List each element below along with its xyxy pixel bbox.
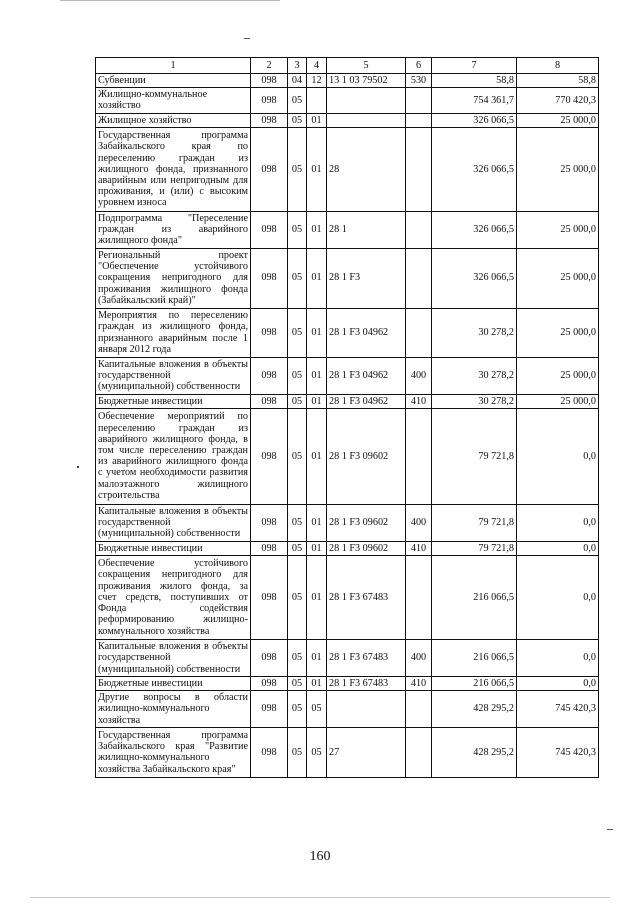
row-target-article-cell: 28 1 F3 04962 bbox=[327, 394, 406, 408]
row-name-cell: Капитальные вложения в объекты государственной (муниципальной) собственности bbox=[96, 357, 251, 394]
row-target-article-cell: 28 1 F3 09602 bbox=[327, 541, 406, 555]
table-row bbox=[96, 727, 599, 777]
row-name-cell: Капитальные вложения в объекты государственной (муниципальной) собственности bbox=[96, 504, 251, 541]
row-section-cell: 05 bbox=[288, 541, 307, 555]
row-amount-2-cell: 25 000,0 bbox=[517, 357, 599, 394]
row-target-article-cell: 28 1 F3 09602 bbox=[327, 408, 406, 504]
row-code-cell: 098 bbox=[251, 211, 288, 248]
row-amount-1-cell: 428 295,2 bbox=[432, 727, 517, 777]
row-code-cell: 098 bbox=[251, 541, 288, 555]
row-subsection-cell: 01 bbox=[307, 113, 327, 127]
row-name-cell: Мероприятия по переселению граждан из жилищного фонда, признанного аварийным после 1 января 2012 года bbox=[96, 308, 251, 357]
header-cell-1: 1 bbox=[96, 58, 251, 74]
scan-artifact-corner bbox=[607, 829, 613, 830]
row-section-cell: 05 bbox=[288, 357, 307, 394]
row-subsection-cell: 01 bbox=[307, 248, 327, 308]
scan-artifact-dash bbox=[244, 38, 250, 39]
row-amount-1-cell: 30 278,2 bbox=[432, 357, 517, 394]
row-subsection-cell bbox=[307, 88, 327, 113]
table-row bbox=[96, 113, 599, 127]
table-body bbox=[96, 74, 599, 778]
row-section-cell: 05 bbox=[288, 408, 307, 504]
row-expense-type-cell: 530 bbox=[406, 74, 432, 88]
row-expense-type-cell: 410 bbox=[406, 676, 432, 690]
row-expense-type-cell: 410 bbox=[406, 394, 432, 408]
budget-table bbox=[95, 57, 599, 778]
row-amount-1-cell: 58,8 bbox=[432, 74, 517, 88]
row-expense-type-cell: 400 bbox=[406, 357, 432, 394]
row-name-cell: Субвенции bbox=[96, 74, 251, 88]
table-row bbox=[96, 691, 599, 728]
row-subsection-cell: 01 bbox=[307, 127, 327, 211]
page-number: 160 bbox=[309, 849, 331, 864]
scan-artifact-top bbox=[60, 0, 280, 5]
row-name-cell: Бюджетные инвестиции bbox=[96, 676, 251, 690]
scan-artifact-dot bbox=[77, 466, 79, 468]
row-expense-type-cell bbox=[406, 127, 432, 211]
row-code-cell: 098 bbox=[251, 639, 288, 676]
row-section-cell: 05 bbox=[288, 211, 307, 248]
row-target-article-cell: 28 1 F3 67483 bbox=[327, 555, 406, 639]
row-name-cell: Обеспечение мероприятий по переселению граждан из аварийного жилищного фонда, в том числе переселению граждан из аварийного жилищного фонда с учетом необходимости развития малоэтажного жилищного строительства bbox=[96, 408, 251, 504]
row-expense-type-cell bbox=[406, 408, 432, 504]
table-row bbox=[96, 394, 599, 408]
row-amount-1-cell: 326 066,5 bbox=[432, 113, 517, 127]
row-code-cell: 098 bbox=[251, 74, 288, 88]
row-section-cell: 05 bbox=[288, 639, 307, 676]
row-target-article-cell: 28 1 F3 09602 bbox=[327, 504, 406, 541]
row-amount-2-cell: 25 000,0 bbox=[517, 127, 599, 211]
row-code-cell: 098 bbox=[251, 357, 288, 394]
row-amount-1-cell: 326 066,5 bbox=[432, 127, 517, 211]
row-target-article-cell: 28 bbox=[327, 127, 406, 211]
row-subsection-cell: 12 bbox=[307, 74, 327, 88]
table-row bbox=[96, 541, 599, 555]
row-target-article-cell: 27 bbox=[327, 727, 406, 777]
row-expense-type-cell: 400 bbox=[406, 504, 432, 541]
row-expense-type-cell: 410 bbox=[406, 541, 432, 555]
row-code-cell: 098 bbox=[251, 727, 288, 777]
row-amount-2-cell: 25 000,0 bbox=[517, 308, 599, 357]
header-cell-3: 3 bbox=[288, 58, 307, 74]
row-amount-2-cell: 0,0 bbox=[517, 676, 599, 690]
row-amount-2-cell: 25 000,0 bbox=[517, 113, 599, 127]
row-target-article-cell: 28 1 F3 67483 bbox=[327, 639, 406, 676]
row-target-article-cell bbox=[327, 88, 406, 113]
row-amount-2-cell: 25 000,0 bbox=[517, 211, 599, 248]
header-cell-2: 2 bbox=[251, 58, 288, 74]
row-section-cell: 05 bbox=[288, 88, 307, 113]
row-target-article-cell bbox=[327, 113, 406, 127]
row-expense-type-cell bbox=[406, 727, 432, 777]
row-section-cell: 05 bbox=[288, 127, 307, 211]
row-section-cell: 05 bbox=[288, 691, 307, 728]
row-amount-2-cell: 0,0 bbox=[517, 639, 599, 676]
header-cell-4: 4 bbox=[307, 58, 327, 74]
row-amount-1-cell: 428 295,2 bbox=[432, 691, 517, 728]
row-subsection-cell: 01 bbox=[307, 357, 327, 394]
header-cell-5: 5 bbox=[327, 58, 406, 74]
row-amount-1-cell: 30 278,2 bbox=[432, 394, 517, 408]
header-cell-8: 8 bbox=[517, 58, 599, 74]
row-target-article-cell bbox=[327, 691, 406, 728]
row-section-cell: 05 bbox=[288, 308, 307, 357]
row-code-cell: 098 bbox=[251, 113, 288, 127]
row-amount-2-cell: 0,0 bbox=[517, 555, 599, 639]
row-name-cell: Бюджетные инвестиции bbox=[96, 541, 251, 555]
row-amount-1-cell: 79 721,8 bbox=[432, 541, 517, 555]
row-subsection-cell: 01 bbox=[307, 541, 327, 555]
row-code-cell: 098 bbox=[251, 394, 288, 408]
row-amount-2-cell: 770 420,3 bbox=[517, 88, 599, 113]
row-amount-2-cell: 0,0 bbox=[517, 541, 599, 555]
row-expense-type-cell bbox=[406, 308, 432, 357]
row-target-article-cell: 13 1 03 79502 bbox=[327, 74, 406, 88]
row-amount-1-cell: 79 721,8 bbox=[432, 504, 517, 541]
table-row bbox=[96, 308, 599, 357]
row-amount-2-cell: 745 420,3 bbox=[517, 691, 599, 728]
row-code-cell: 098 bbox=[251, 308, 288, 357]
row-code-cell: 098 bbox=[251, 504, 288, 541]
table-row bbox=[96, 211, 599, 248]
row-subsection-cell: 01 bbox=[307, 211, 327, 248]
table-row bbox=[96, 127, 599, 211]
row-subsection-cell: 01 bbox=[307, 555, 327, 639]
row-amount-2-cell: 745 420,3 bbox=[517, 727, 599, 777]
header-cell-7: 7 bbox=[432, 58, 517, 74]
row-expense-type-cell bbox=[406, 248, 432, 308]
row-section-cell: 05 bbox=[288, 727, 307, 777]
row-code-cell: 098 bbox=[251, 691, 288, 728]
row-section-cell: 04 bbox=[288, 74, 307, 88]
row-name-cell: Бюджетные инвестиции bbox=[96, 394, 251, 408]
row-amount-2-cell: 0,0 bbox=[517, 504, 599, 541]
row-expense-type-cell bbox=[406, 691, 432, 728]
row-name-cell: Капитальные вложения в объекты государственной (муниципальной) собственности bbox=[96, 639, 251, 676]
row-subsection-cell: 01 bbox=[307, 394, 327, 408]
row-subsection-cell: 01 bbox=[307, 308, 327, 357]
row-amount-1-cell: 216 066,5 bbox=[432, 555, 517, 639]
table-row bbox=[96, 555, 599, 639]
row-amount-2-cell: 25 000,0 bbox=[517, 394, 599, 408]
row-amount-1-cell: 79 721,8 bbox=[432, 408, 517, 504]
row-name-cell: Государственная программа Забайкальского края по переселению граждан из жилищного фонда, признанного аварийным или непригодным для проживания, и (или) с высоким уровнем износа bbox=[96, 127, 251, 211]
row-subsection-cell: 01 bbox=[307, 504, 327, 541]
row-amount-1-cell: 754 361,7 bbox=[432, 88, 517, 113]
row-amount-1-cell: 326 066,5 bbox=[432, 211, 517, 248]
table-row bbox=[96, 248, 599, 308]
table-row bbox=[96, 357, 599, 394]
row-expense-type-cell bbox=[406, 88, 432, 113]
table-row bbox=[96, 74, 599, 88]
row-amount-1-cell: 216 066,5 bbox=[432, 676, 517, 690]
row-section-cell: 05 bbox=[288, 248, 307, 308]
row-target-article-cell: 28 1 F3 04962 bbox=[327, 357, 406, 394]
row-name-cell: Другие вопросы в области жилищно-коммунального хозяйства bbox=[96, 691, 251, 728]
row-target-article-cell: 28 1 F3 67483 bbox=[327, 676, 406, 690]
row-amount-2-cell: 58,8 bbox=[517, 74, 599, 88]
table-row bbox=[96, 88, 599, 113]
table-row bbox=[96, 504, 599, 541]
row-target-article-cell: 28 1 F3 04962 bbox=[327, 308, 406, 357]
row-code-cell: 098 bbox=[251, 555, 288, 639]
row-target-article-cell: 28 1 bbox=[327, 211, 406, 248]
row-code-cell: 098 bbox=[251, 248, 288, 308]
row-code-cell: 098 bbox=[251, 408, 288, 504]
row-amount-2-cell: 0,0 bbox=[517, 408, 599, 504]
row-code-cell: 098 bbox=[251, 676, 288, 690]
row-expense-type-cell bbox=[406, 211, 432, 248]
table-row bbox=[96, 639, 599, 676]
scan-artifact-bottom bbox=[30, 897, 610, 898]
table-row bbox=[96, 676, 599, 690]
row-amount-1-cell: 326 066,5 bbox=[432, 248, 517, 308]
row-name-cell: Жилищное хозяйство bbox=[96, 113, 251, 127]
row-name-cell: Подпрограмма "Переселение граждан из аварийного жилищного фонда" bbox=[96, 211, 251, 248]
table-row bbox=[96, 408, 599, 504]
row-subsection-cell: 05 bbox=[307, 727, 327, 777]
row-section-cell: 05 bbox=[288, 113, 307, 127]
row-name-cell: Обеспечение устойчивого сокращения непригодного для проживания жилого фонда, за счет средств, поступивших от Фонда содействия реформированию жилищно-коммунального хозяйства bbox=[96, 555, 251, 639]
row-section-cell: 05 bbox=[288, 676, 307, 690]
row-subsection-cell: 01 bbox=[307, 408, 327, 504]
row-expense-type-cell bbox=[406, 113, 432, 127]
table-header-row bbox=[96, 58, 599, 74]
header-cell-6: 6 bbox=[406, 58, 432, 74]
row-code-cell: 098 bbox=[251, 88, 288, 113]
row-section-cell: 05 bbox=[288, 504, 307, 541]
row-expense-type-cell: 400 bbox=[406, 639, 432, 676]
row-name-cell: Региональный проект "Обеспечение устойчивого сокращения непригодного для проживания жилищного фонда (Забайкальский край)" bbox=[96, 248, 251, 308]
row-subsection-cell: 01 bbox=[307, 676, 327, 690]
row-target-article-cell: 28 1 F3 bbox=[327, 248, 406, 308]
row-section-cell: 05 bbox=[288, 555, 307, 639]
row-section-cell: 05 bbox=[288, 394, 307, 408]
row-amount-1-cell: 216 066,5 bbox=[432, 639, 517, 676]
row-subsection-cell: 01 bbox=[307, 639, 327, 676]
row-code-cell: 098 bbox=[251, 127, 288, 211]
row-subsection-cell: 05 bbox=[307, 691, 327, 728]
row-name-cell: Государственная программа Забайкальского края "Развитие жилищно-коммунального хозяйства Забайкальского края" bbox=[96, 727, 251, 777]
row-amount-2-cell: 25 000,0 bbox=[517, 248, 599, 308]
row-amount-1-cell: 30 278,2 bbox=[432, 308, 517, 357]
row-expense-type-cell bbox=[406, 555, 432, 639]
row-name-cell: Жилищно-коммунальное хозяйство bbox=[96, 88, 251, 113]
